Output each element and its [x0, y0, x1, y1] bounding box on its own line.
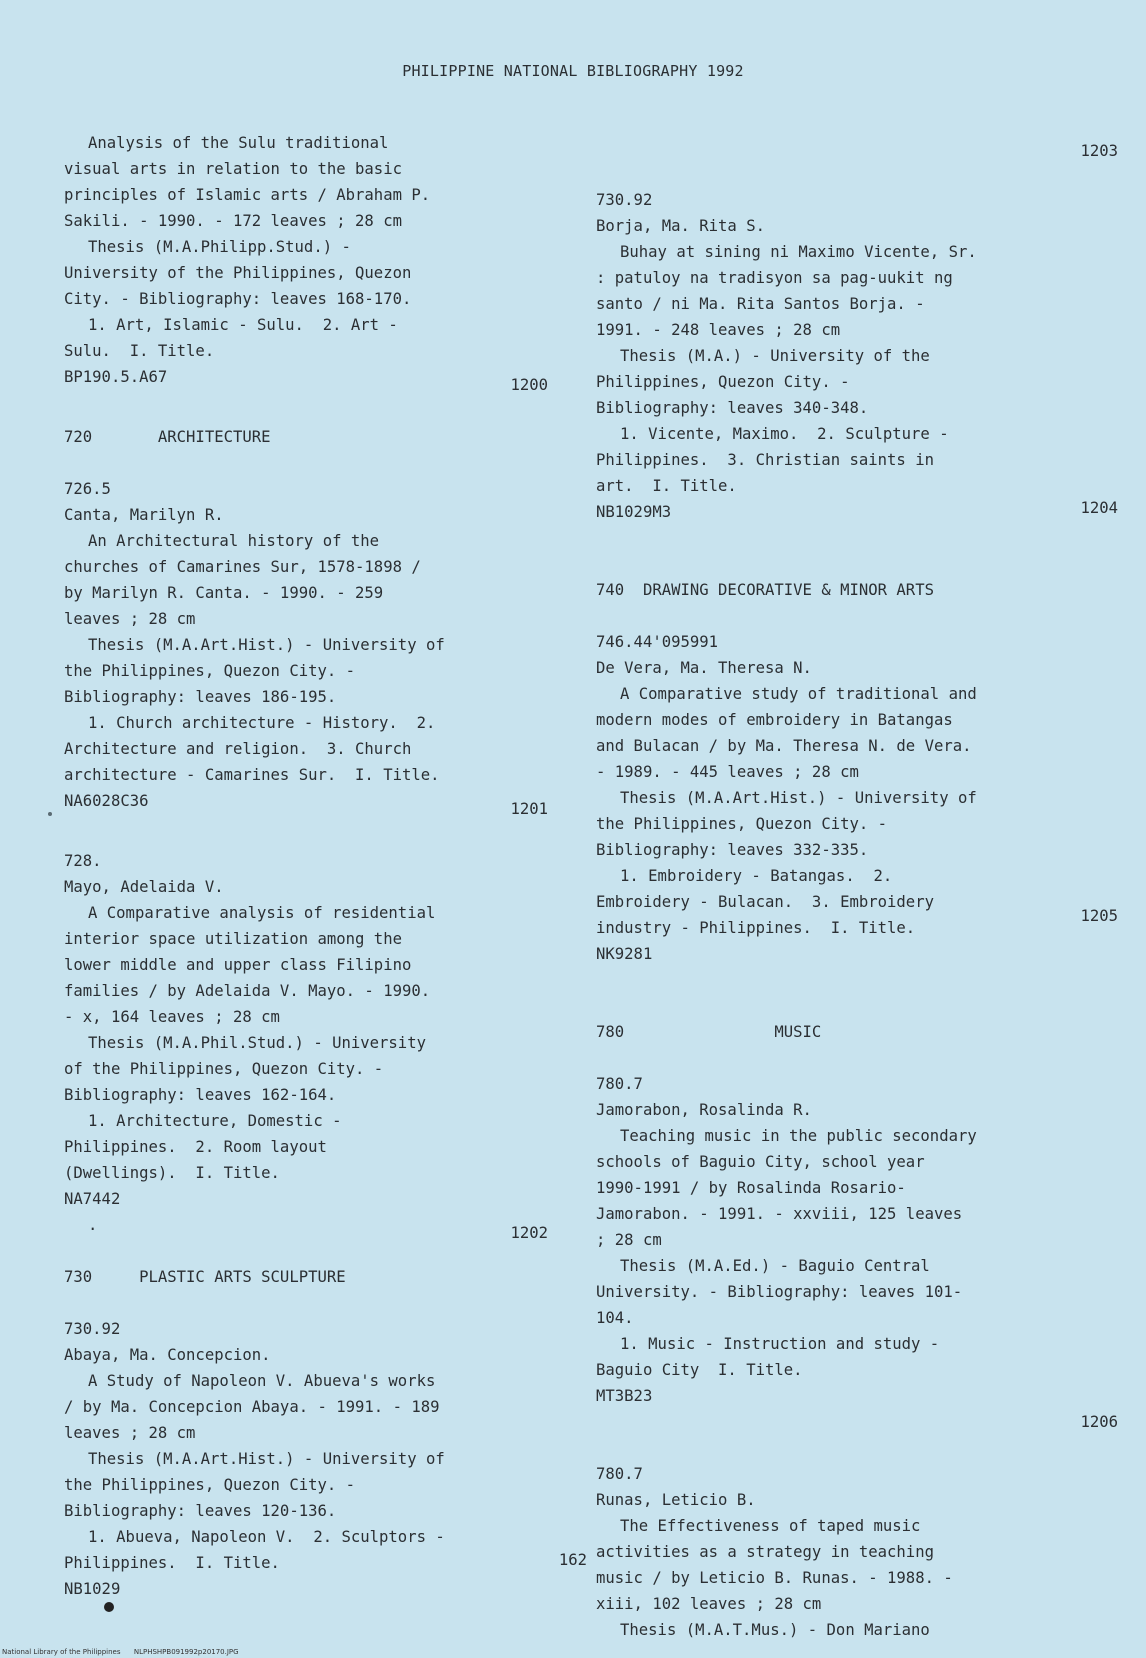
text-line: Thesis (M.A.Art.Hist.) - University of — [88, 636, 445, 654]
text-line: Thesis (M.A.) - University of the — [620, 347, 930, 365]
text-line: principles of Islamic arts / Abraham P. — [64, 186, 431, 204]
punch-mark — [104, 1602, 114, 1612]
text-line: 726.5 — [64, 480, 111, 498]
text-line: activities as a strategy in teaching — [596, 1543, 934, 1561]
text-line: A Comparative analysis of residential — [88, 904, 436, 922]
text-line: 1. Music - Instruction and study - — [620, 1335, 940, 1353]
text-line: art. I. Title. — [596, 477, 737, 495]
text-line: 780.7 — [596, 1465, 643, 1483]
text-line: 730 PLASTIC ARTS SCULPTURE — [64, 1268, 346, 1286]
text-line: A Comparative study of traditional and — [620, 685, 977, 703]
text-line: Analysis of the Sulu traditional — [88, 134, 389, 152]
text-line: Thesis (M.A.Art.Hist.) - University of — [88, 1450, 445, 1468]
text-line: University. - Bibliography: leaves 101- — [596, 1283, 963, 1301]
text-line: schools of Baguio City, school year — [596, 1153, 925, 1171]
text-line: Thesis (M.A.Philipp.Stud.) - — [88, 238, 351, 256]
text-line: Sakili. - 1990. - 172 leaves ; 28 cm — [64, 212, 402, 230]
text-line: Teaching music in the public secondary — [620, 1127, 977, 1145]
text-line: xiii, 102 leaves ; 28 cm — [596, 1595, 822, 1613]
entry-number: 1203 — [1080, 142, 1118, 160]
page-title: PHILIPPINE NATIONAL BIBLIOGRAPHY 1992 — [402, 62, 744, 80]
entry-number: 1201 — [510, 800, 548, 818]
text-line: industry - Philippines. I. Title. — [596, 919, 916, 937]
text-line: the Philippines, Quezon City. - — [64, 662, 356, 680]
text-line: 1. Art, Islamic - Sulu. 2. Art - — [88, 316, 398, 334]
text-line: families / by Adelaida V. Mayo. - 1990. — [64, 982, 431, 1000]
text-line: University of the Philippines, Quezon — [64, 264, 412, 282]
text-line: 1. Embroidery - Batangas. 2. — [620, 867, 893, 885]
text-line: modern modes of embroidery in Batangas — [596, 711, 953, 729]
entry-number: 1202 — [510, 1224, 548, 1242]
text-line: / by Ma. Concepcion Abaya. - 1991. - 189 — [64, 1398, 440, 1416]
text-line: music / by Leticio B. Runas. - 1988. - — [596, 1569, 953, 1587]
text-line: 780.7 — [596, 1075, 643, 1093]
text-line: City. - Bibliography: leaves 168-170. — [64, 290, 412, 308]
text-line: visual arts in relation to the basic — [64, 160, 402, 178]
text-line: 1991. - 248 leaves ; 28 cm — [596, 321, 841, 339]
text-line: 720 ARCHITECTURE — [64, 428, 271, 446]
text-line: Baguio City I. Title. — [596, 1361, 803, 1379]
text-line: NB1029 — [64, 1580, 121, 1598]
text-line: Runas, Leticio B. — [596, 1491, 756, 1509]
margin-dot — [48, 812, 52, 816]
text-line: - 1989. - 445 leaves ; 28 cm — [596, 763, 859, 781]
text-line: 1. Church architecture - History. 2. — [88, 714, 436, 732]
page-number: 162 — [558, 1551, 588, 1569]
text-line: Bibliography: leaves 162-164. — [64, 1086, 337, 1104]
entry-number: 1205 — [1080, 907, 1118, 925]
text-line: lower middle and upper class Filipino — [64, 956, 412, 974]
entry-number: 1200 — [510, 376, 548, 394]
text-line: 746.44'095991 — [596, 633, 719, 651]
text-line: NK9281 — [596, 945, 653, 963]
text-line: Thesis (M.A.T.Mus.) - Don Mariano — [620, 1621, 930, 1639]
text-line: Thesis (M.A.Ed.) - Baguio Central — [620, 1257, 930, 1275]
text-line: NA7442 — [64, 1190, 121, 1208]
text-line: The Effectiveness of taped music — [620, 1517, 921, 1535]
text-line: 730.92 — [596, 191, 653, 209]
text-line: Sulu. I. Title. — [64, 342, 215, 360]
text-line: Abaya, Ma. Concepcion. — [64, 1346, 271, 1364]
text-line: Mayo, Adelaida V. — [64, 878, 224, 896]
text-line: 1990-1991 / by Rosalinda Rosario- — [596, 1179, 906, 1197]
text-line: Architecture and religion. 3. Church — [64, 740, 412, 758]
text-line: Philippines. 2. Room layout — [64, 1138, 327, 1156]
text-line: Philippines, Quezon City. - — [596, 373, 850, 391]
text-line: the Philippines, Quezon City. - — [64, 1476, 356, 1494]
text-line: (Dwellings). I. Title. — [64, 1164, 280, 1182]
text-line: Thesis (M.A.Art.Hist.) - University of — [620, 789, 977, 807]
text-line: 1. Vicente, Maximo. 2. Sculpture - — [620, 425, 949, 443]
text-line: Philippines. I. Title. — [64, 1554, 280, 1572]
text-line: : patuloy na tradisyon sa pag-uukit ng — [596, 269, 953, 287]
text-line: Jamorabon, Rosalinda R. — [596, 1101, 812, 1119]
text-line: De Vera, Ma. Theresa N. — [596, 659, 812, 677]
text-line: Thesis (M.A.Phil.Stud.) - University — [88, 1034, 426, 1052]
text-line: leaves ; 28 cm — [64, 610, 196, 628]
text-line: An Architectural history of the — [88, 532, 380, 550]
text-line: churches of Camarines Sur, 1578-1898 / — [64, 558, 421, 576]
text-line: by Marilyn R. Canta. - 1990. - 259 — [64, 584, 384, 602]
text-line: 740 DRAWING DECORATIVE & MINOR ARTS — [596, 581, 934, 599]
text-line: the Philippines, Quezon City. - — [596, 815, 888, 833]
text-line: - x, 164 leaves ; 28 cm — [64, 1008, 280, 1026]
text-line: . — [88, 1216, 98, 1234]
text-line: 1. Abueva, Napoleon V. 2. Sculptors - — [88, 1528, 445, 1546]
text-line: 730.92 — [64, 1320, 121, 1338]
text-line: 1. Architecture, Domestic - — [88, 1112, 342, 1130]
text-line: 728. — [64, 852, 102, 870]
text-line: 780 MUSIC — [596, 1023, 822, 1041]
text-line: Bibliography: leaves 340-348. — [596, 399, 869, 417]
text-line: of the Philippines, Quezon City. - — [64, 1060, 384, 1078]
text-line: MT3B23 — [596, 1387, 653, 1405]
text-line: NB1029M3 — [596, 503, 672, 521]
text-line: 104. — [596, 1309, 634, 1327]
text-line: ; 28 cm — [596, 1231, 662, 1249]
entry-number: 1204 — [1080, 499, 1118, 517]
text-line: BP190.5.A67 — [64, 368, 168, 386]
text-line: architecture - Camarines Sur. I. Title. — [64, 766, 440, 784]
text-line: Borja, Ma. Rita S. — [596, 217, 765, 235]
text-line: santo / ni Ma. Rita Santos Borja. - — [596, 295, 925, 313]
text-line: Bibliography: leaves 332-335. — [596, 841, 869, 859]
text-line: Bibliography: leaves 186-195. — [64, 688, 337, 706]
footer-caption: National Library of the Philippines NLPHSHPB091992p20170.JPG — [2, 1648, 239, 1656]
text-line: interior space utilization among the — [64, 930, 402, 948]
text-line: Embroidery - Bulacan. 3. Embroidery — [596, 893, 934, 911]
text-line: leaves ; 28 cm — [64, 1424, 196, 1442]
text-line: Canta, Marilyn R. — [64, 506, 224, 524]
text-line: Philippines. 3. Christian saints in — [596, 451, 934, 469]
text-line: NA6028C36 — [64, 792, 149, 810]
text-line: Bibliography: leaves 120-136. — [64, 1502, 337, 1520]
text-line: Jamorabon. - 1991. - xxviii, 125 leaves — [596, 1205, 963, 1223]
text-line: A Study of Napoleon V. Abueva's works — [88, 1372, 436, 1390]
text-line: Buhay at sining ni Maximo Vicente, Sr. — [620, 243, 977, 261]
entry-number: 1206 — [1080, 1413, 1118, 1431]
text-line: and Bulacan / by Ma. Theresa N. de Vera. — [596, 737, 972, 755]
